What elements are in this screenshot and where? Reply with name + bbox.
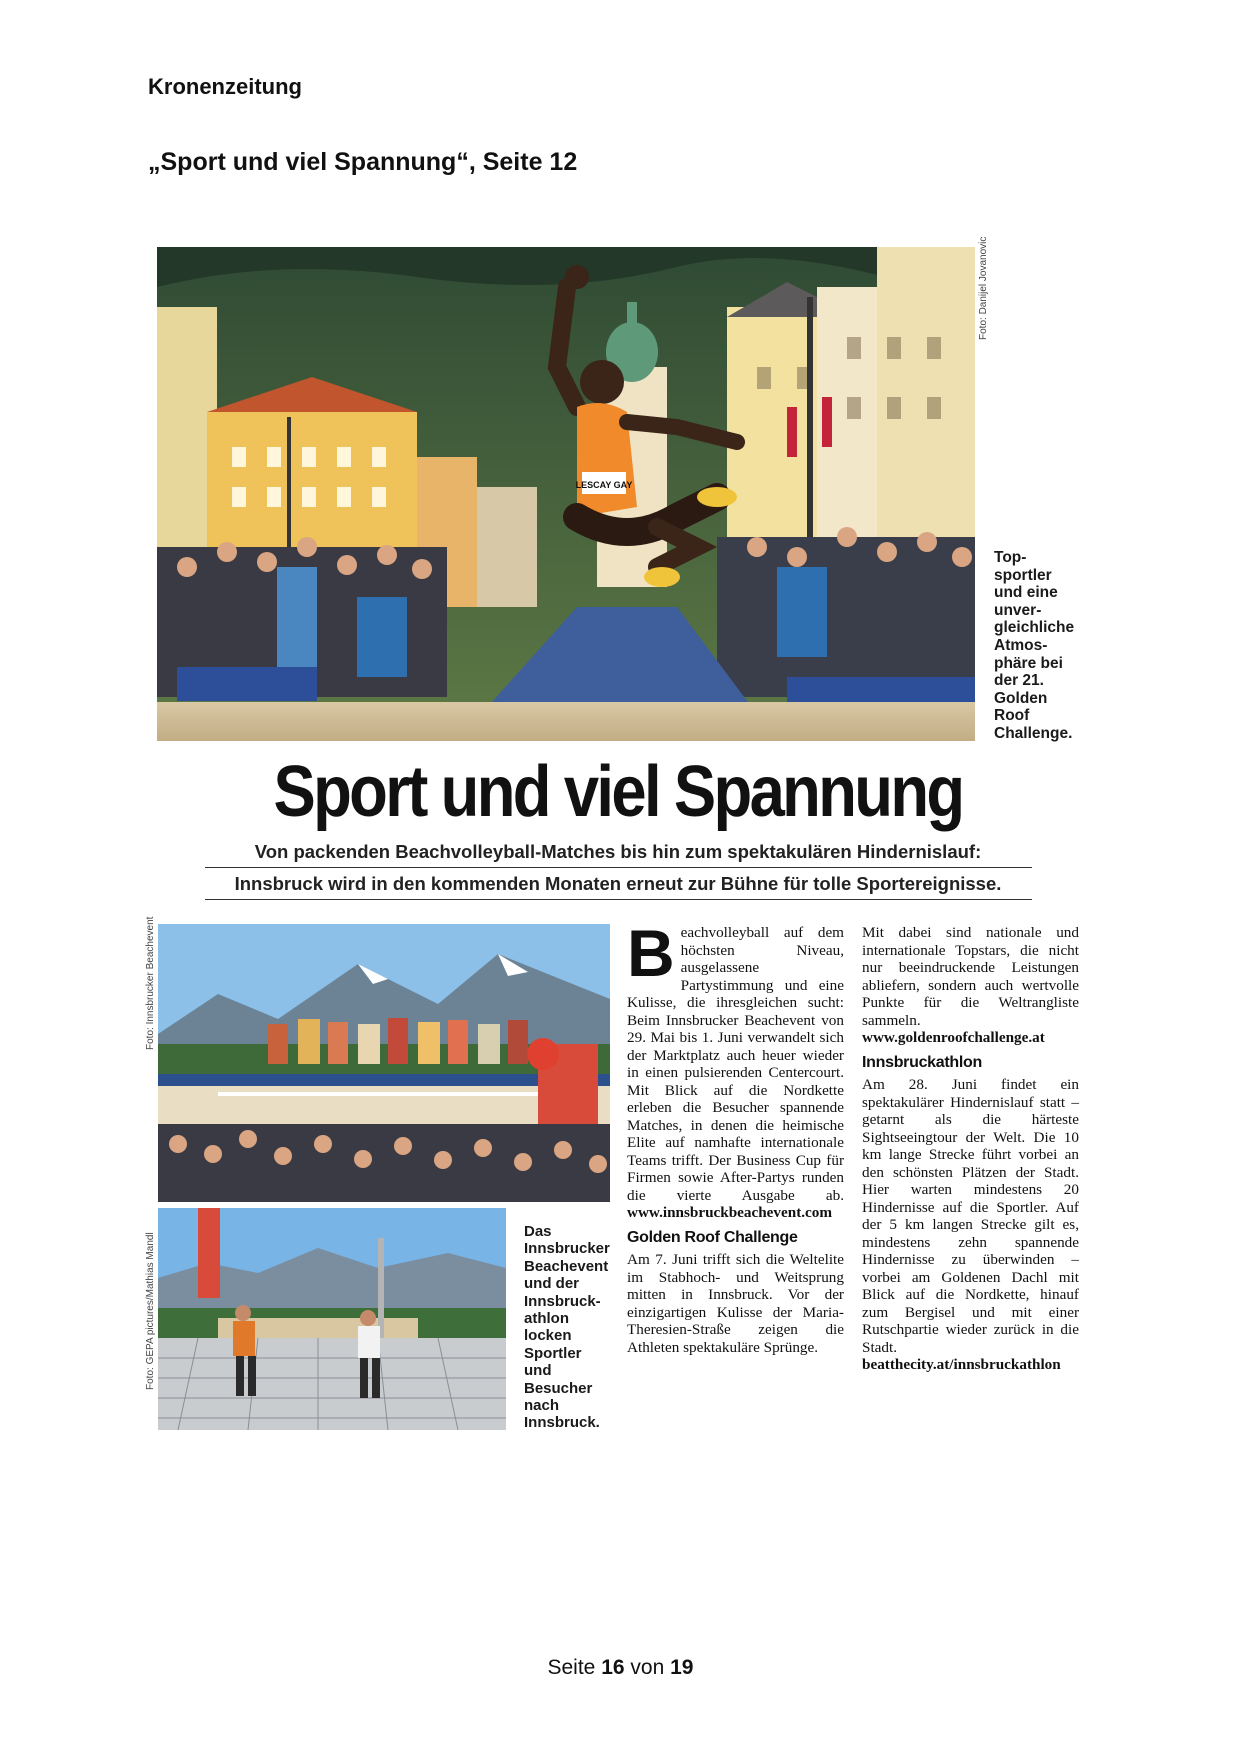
photo-caption-events: Das Innsbrucker Beachevent und der Innsbruck- athlon locken Sportler und Besucher nach Innsbruck. [524, 1223, 610, 1432]
col1-paragraph-2: Am 7. Juni trifft sich die Weltelite im Stabhoch- und Weitsprung mitten in Innsbruck. Vor der einzigartigen Kulisse der Maria-Theresien-Straße zeigen die Athleten spektakuläre Sprünge. [627, 1251, 844, 1356]
hero-caption: Top- sportler und eine unver- gleichliche Atmos- phäre bei der 21. Golden Roof Challenge. [994, 549, 1075, 742]
document-title: „Sport und viel Spannung“, Seite 12 [148, 148, 578, 176]
beach-volleyball-photo [158, 924, 610, 1202]
goldenroof-link[interactable]: www.goldenroofchallenge.at [862, 1029, 1045, 1046]
dropcap-letter: B [627, 916, 675, 990]
beatthecity-link[interactable]: beatthecity.at/innsbruckathlon [862, 1356, 1061, 1373]
hero-photo-credit: Foto: Danijel Jovanovic [978, 236, 989, 340]
hero-photo-long-jump [157, 247, 975, 741]
article-headline: Sport und viel Spannung [273, 752, 963, 832]
article-subline-2: Innsbruck wird in den kommenden Monaten erneut zur Bühne für tolle Sportereignisse. [234, 873, 1002, 894]
current-page-number: 16 [601, 1656, 625, 1679]
article-column-2 [862, 924, 1079, 1374]
page-footer: Seite 16 von 19 [547, 1656, 694, 1679]
subline-divider [205, 867, 1032, 868]
col1-paragraph-1: eachvolleyball auf dem höchsten Niveau, ausgelassene Partystimmung und eine Kulisse, die ihresgleichen sucht: Beim Innsbrucker Beachevent von 29. Mai bis 1. Juni verwandelt sich der Marktplatz auch heuer wieder in einen pulsierenden Centercourt. Mit Blick auf die Nordkette erleben die Besucher spannende Matches, in denen die heimische Elite auf namhafte internationale Teams trifft. Der Business Cup für Firmen sowie After-Partys runden die vierte Ausgabe ab. [627, 924, 844, 1204]
golden-roof-heading: Golden Roof Challenge [627, 1228, 798, 1246]
beach-photo-credit: Foto: Innsbrucker Beachevent [145, 916, 156, 1050]
innsbruckathlon-photo [158, 1208, 506, 1430]
col2-paragraph-2: Am 28. Juni findet ein spektakulärer Hindernislauf statt – getarnt als die härteste Sightseeingtour der Welt. Die 10 km lange Strecke führt vorbei an den schönsten Plätzen der Stadt. Hier warten mindestens 20 Hindernisse auf die Sportler. Auf der 5 km langen Strecke gilt es, mindestens zehn spannende Hindernisse zu überwinden – vorbei am Goldenen Dachl mit Blick auf die Nordkette, hinauf zum Bergisel und mit einer Rutschpartie wieder zurück in die Stadt. [862, 1076, 1079, 1356]
beachevent-link[interactable]: www.innsbruckbeachevent.com [627, 1204, 833, 1221]
innsbruckathlon-heading: Innsbruckathlon [862, 1053, 982, 1071]
total-page-count: 19 [670, 1656, 694, 1679]
article-column-1 [627, 916, 844, 1356]
col2-paragraph-1: Mit dabei sind nationale und internationale Topstars, die nicht nur beeindruckende Leistungen abliefern, sondern auch wertvolle Punkte für die Weltrangliste sammeln. [862, 924, 1079, 1029]
publication-name: Kronenzeitung [148, 74, 302, 99]
subline-divider-bottom [205, 899, 1032, 900]
hero-bib-text: LESCAY GAY [575, 480, 633, 490]
athlon-photo-credit: Foto: GEPA pictures/Mathias Mandl [145, 1232, 156, 1390]
article-subline-1: Von packenden Beachvolleyball-Matches bis hin zum spektakulären Hindernislauf: [254, 841, 982, 862]
